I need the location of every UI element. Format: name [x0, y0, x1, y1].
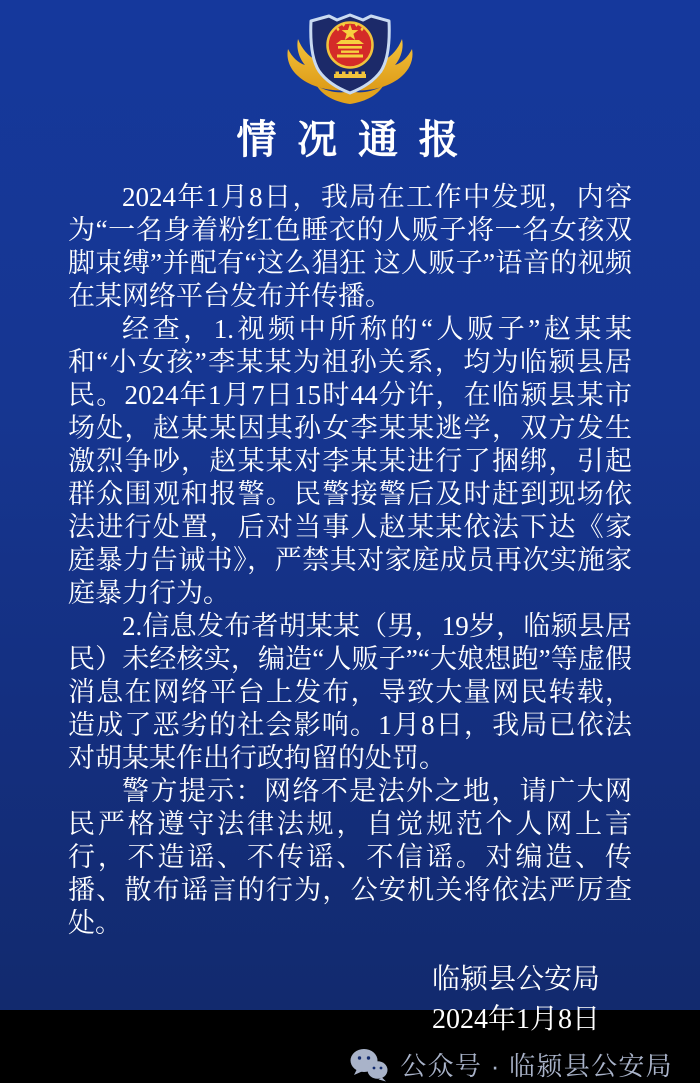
wechat-account-label: 公众号 · 临颍县公安局: [400, 1051, 673, 1081]
police-badge-icon: [284, 8, 416, 104]
badge-container: [0, 0, 700, 104]
signature-date: 2024年1月8日: [431, 1004, 600, 1035]
wechat-footer: [0, 1046, 700, 1083]
notice-title: 情 况 通 报: [236, 118, 464, 162]
signature-block: [432, 960, 600, 1040]
notice-body: [0, 181, 700, 940]
notice-paragraph-2: 经查，1.视频中所称的“人贩子”赵某某和“小女孩”李某某为祖孙关系，均为临颍县居民。2024年1月7日15时44分许，在临颍县某市场处，赵某某因其孙女李某某逃学，双方发生激烈争吵，赵某某对李某某进行了捆绑，引起群众围观和报警。民警接警后及时赶到现场依法进行处置，后对当事人赵某某依法下达《家庭暴力告诫书》，严禁其对家庭成员再次实施家庭暴力行为。: [68, 314, 632, 608]
notice-paragraph-1: 2024年1月8日，我局在工作中发现，内容为“一名身着粉红色睡衣的人贩子将一名女孩双脚束缚”并配有“这么猖狂 这人贩子”语音的视频在某网络平台发布并传播。: [68, 182, 632, 311]
signature-org: 临颍县公安局: [431, 964, 600, 995]
notice-paragraph-4: 警方提示：网络不是法外之地，请广大网民严格遵守法律法规，自觉规范个人网上言行，不造谣、不传谣、不信谣。对编造、传播、散布谣言的行为，公安机关将依法严厉查处。: [68, 776, 632, 938]
wechat-icon: [350, 1048, 388, 1082]
notice-paragraph-3: 2.信息发布者胡某某（男，19岁，临颍县居民）未经核实，编造“人贩子”“大娘想跑”等虚假消息在网络平台上发布，导致大量网民转载，造成了恶劣的社会影响。1月8日，我局已依法对胡某某作出行政拘留的处罚。: [68, 611, 632, 773]
